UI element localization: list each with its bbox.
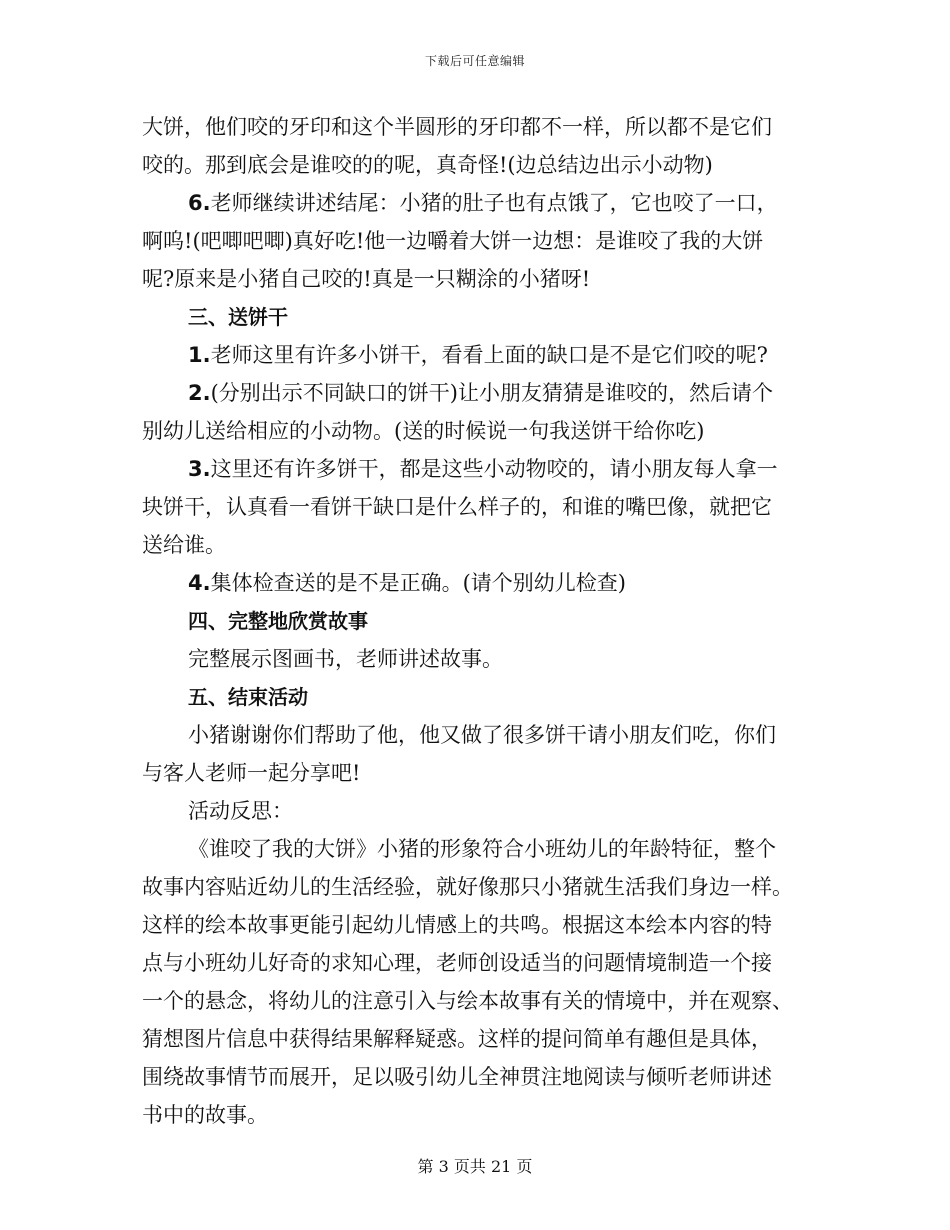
paragraph-line: 故事内容贴近幼儿的生活经验，就好像那只小猪就生活我们身边一样。 <box>142 875 793 899</box>
paragraph-line: 送给谁。 <box>142 533 226 557</box>
list-item-1: 1.老师这里有许多小饼干，看看上面的缺口是不是它们咬的呢? <box>188 343 768 367</box>
document-body <box>142 108 810 1134</box>
paragraph-line: 这样的绘本故事更能引起幼儿情感上的共鸣。根据这本绘本内容的特 <box>142 913 772 937</box>
paragraph-line: 点与小班幼儿好奇的求知心理，老师创设适当的问题情境制造一个接 <box>142 951 772 975</box>
paragraph-line: 块饼干，认真看一看饼干缺口是什么样子的，和谁的嘴巴像，就把它 <box>142 495 772 519</box>
list-item-2: 2.(分别出示不同缺口的饼干)让小朋友猜猜是谁咬的，然后请个 <box>188 381 773 405</box>
paragraph-line: 啊呜!(吧唧吧唧)真好吃!他一边嚼着大饼一边想：是谁咬了我的大饼 <box>142 229 764 253</box>
paragraph-line: 与客人老师一起分享吧! <box>142 761 361 785</box>
section-heading-4: 四、完整地欣赏故事 <box>188 609 368 633</box>
paragraph-line: 《谁咬了我的大饼》小猪的形象符合小班幼儿的年龄特征，整个 <box>188 837 776 861</box>
paragraph-line: 大饼，他们咬的牙印和这个半圆形的牙印都不一样，所以都不是它们 <box>142 115 772 139</box>
page-footer: 第 3 页共 21 页 <box>417 1157 533 1176</box>
paragraph-line: 一个的悬念，将幼儿的注意引入与绘本故事有关的情境中，并在观察、 <box>142 989 793 1013</box>
paragraph-line: 别幼儿送给相应的小动物。(送的时候说一句我送饼干给你吃) <box>142 419 705 443</box>
page-header: 下载后可任意编辑 <box>424 54 525 68</box>
list-item-4: 4.集体检查送的是不是正确。(请个别幼儿检查) <box>188 571 626 595</box>
list-item-3: 3.这里还有许多饼干，都是这些小动物咬的，请小朋友每人拿一 <box>188 457 778 481</box>
reflection-label: 活动反思： <box>188 799 293 823</box>
paragraph-line: 围绕故事情节而展开，足以吸引幼儿全神贯注地阅读与倾听老师讲述 <box>142 1065 772 1089</box>
list-item-6: 6.老师继续讲述结尾：小猪的肚子也有点饿了，它也咬了一口， <box>188 191 778 215</box>
section-heading-5: 五、结束活动 <box>188 685 308 709</box>
paragraph-line: 完整展示图画书，老师讲述故事。 <box>188 647 503 671</box>
paragraph-line: 书中的故事。 <box>142 1103 268 1127</box>
paragraph-line: 呢?原来是小猪自己咬的!真是一只糊涂的小猪呀! <box>142 267 591 291</box>
paragraph-line: 咬的。那到底会是谁咬的的呢，真奇怪!(边总结边出示小动物) <box>142 153 713 177</box>
paragraph-line: 猜想图片信息中获得结果解释疑惑。这样的提问简单有趣但是具体， <box>142 1027 772 1051</box>
paragraph-line: 小猪谢谢你们帮助了他，他又做了很多饼干请小朋友们吃，你们 <box>188 723 776 747</box>
section-heading-3: 三、送饼干 <box>188 305 288 329</box>
